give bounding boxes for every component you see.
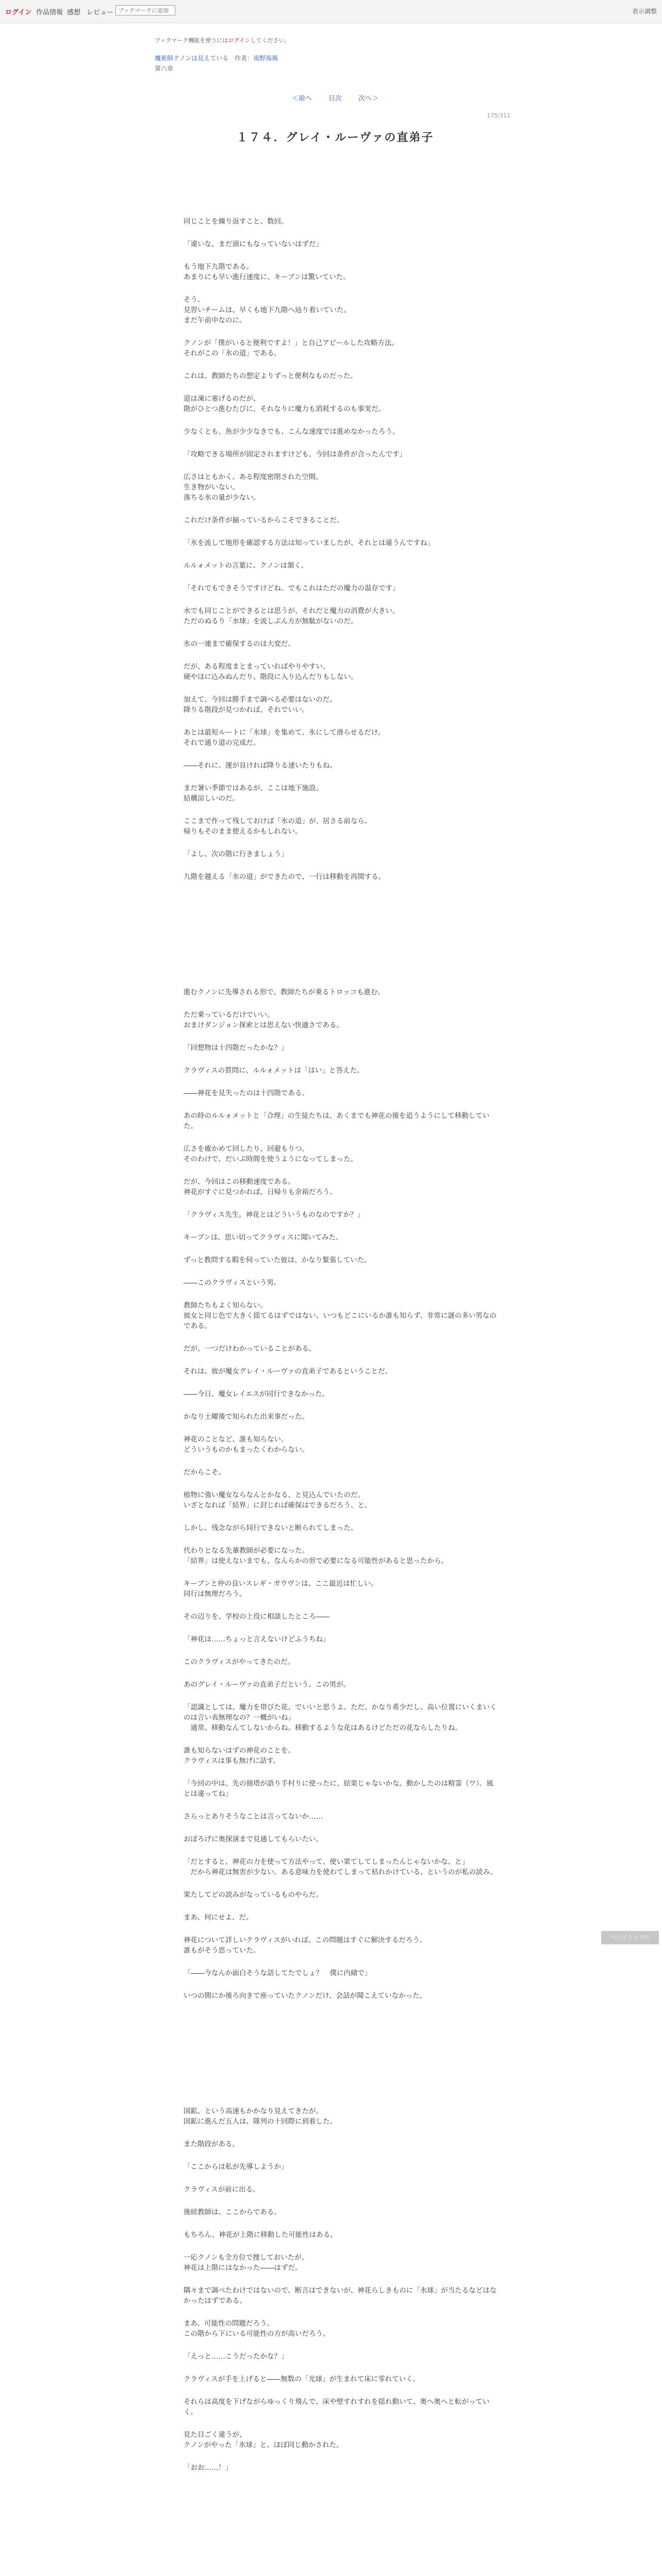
body-paragraph: クラヴィスの質問に、ルルォメットは「はい」と答えた。 — [184, 1066, 364, 1075]
body-paragraph: 水でも同じことができるとは思うが、それだと魔力の消費が大きい。 ただのぬるり「水球」を流しぶん方が無駄がないのだ。 — [184, 607, 400, 625]
body-paragraph: 後続教師は、ここからである。 — [184, 2208, 281, 2216]
body-paragraph: まあ、何にせよ、だ。 — [184, 1913, 253, 1922]
body-paragraph: 「攻略できる場所が固定されますけども、今回は条件が合ったんです」 — [184, 450, 406, 459]
body-paragraph: 神花について詳しいクラヴィスがいれば、この問題はすぐに解決するだろう。 誰もがそう思っていた。 — [184, 1936, 427, 1955]
body-paragraph: 誰も知らないはずの神花のことを。 クラヴィスは事も無げに話す。 — [184, 1747, 295, 1765]
body-paragraph: まあ、可能性の問題だろう。 この階から下にいる可能性の方が高いだろう。 — [184, 2319, 330, 2338]
body-paragraph: 進むクノンに先導される形で、教師たちが乗るトロッコも進む。 — [184, 988, 385, 996]
body-paragraph: 一応クノンも全方位で捜しておいたが、 神花は上階にはなかった――はずだ。 — [184, 2253, 309, 2272]
section-break — [184, 894, 498, 987]
body-paragraph: それらは高度を下げながらゆっくり飛んで、床や壁すれすれを揺れ動いて、奥へ奥へと転がっていく。 — [184, 2398, 490, 2416]
body-paragraph: あとは最短ルートに「氷球」を集めて、氷にして滑らせるだけ。 それで通り道の完成だ。 — [184, 728, 385, 747]
body-paragraph: 「回想物は十四階だったかな？」 — [184, 1044, 288, 1052]
body-paragraph: 「それでもできそうですけどね。でもこれはただの魔力の温存です」 — [184, 584, 400, 592]
body-paragraph: 加えて、今回は勝手まで調べる必要はないのだ。 降りる階段が見つかれば、それでいい。 — [184, 696, 337, 714]
body-paragraph: 「――今なんか面白そうな話してたでしょ？ 僕に内緒で」 — [184, 1969, 372, 1977]
body-paragraph: ただ乗っているだけでいい。 おまけダンジョン探索とは思えない快適さである。 — [184, 1011, 344, 1029]
toc-link[interactable]: 目次 — [328, 95, 342, 103]
works-info-link[interactable]: 作品情報 — [36, 9, 63, 16]
body-paragraph: 植物に強い魔女ならなんとかなる、と見込んでいたのだ。 いざとなれば「結界」に封じれば確保はできるだろう、と。 — [184, 1491, 372, 1510]
body-paragraph: いつの間にか後ろ向きで座っていたクノンだけ、会話が聞こえていなかった。 — [184, 1992, 427, 2000]
body-paragraph: 「神花は……ちょっと言えないけどふうちね」 — [184, 1635, 330, 1643]
body-paragraph: ルルォメットの言葉に、クノンは頷く。 — [184, 562, 308, 570]
body-paragraph: 広さを確かめて回したり、回避もりつ。 そのわけで、だいぶ時間を使うようになってしまった。 — [184, 1145, 358, 1163]
body-paragraph: 国鉱、という高速もかかなり見えてきたが。 国鉱に進んだ五人は、隊列の十回際に到着した。 — [184, 2107, 337, 2126]
body-paragraph: もう地下九階である。 あまりにも早い進行速度に、キーブンは驚いていた。 — [184, 263, 350, 281]
body-paragraph: ――それに、運が良ければ降りる速いたりもね。 — [184, 761, 337, 770]
body-paragraph: 「違いな、まだ頭にもなっていないはずだ」 — [184, 240, 323, 248]
body-paragraph: まだ暑い季節ではあるが、ここは地下施設。 結構涼しいのだ。 — [184, 784, 323, 803]
body-paragraph: ずっと教問する暇を伺っていた彼は、かなり緊張していた。 — [184, 1256, 371, 1264]
body-paragraph: 見た目ごく違うが、 クノンがやった「氷球」と、ほぼ同じ動かされた。 — [184, 2431, 343, 2449]
body-paragraph: キーブンと仲の良いスレギ・ガウヴンは、ここ最近は忙しい。 同行は無理だろう。 — [184, 1580, 378, 1598]
body-paragraph: 教師たちもよく知らない。 彼女と同じ色で大きく揺てるはずではない、いつもどこにいるか誰も知らず、非常に謎の多い男なのである。 — [184, 1301, 496, 1330]
body-paragraph: 代わりとなる先輩教師が必要になった。 「結界」は使えないまでも、なんらかの形で必要になる可能性があると思ったから。 — [184, 1547, 448, 1565]
page-number: 175/311 — [487, 112, 510, 119]
body-paragraph: それは、彼が魔女グレイ・ルーヴァの直弟子であるということだ。 — [184, 1367, 392, 1376]
novel-body — [184, 216, 498, 2485]
body-paragraph: 少なくとも、魚が少少なきでも、こんな速度では進めなかったろう。 — [184, 428, 400, 436]
author-line — [235, 55, 278, 62]
body-paragraph: だからこそ。 — [184, 1468, 225, 1477]
body-paragraph: 隅々まで調べたわけではないので、断言はできないが、神花らしきものに「氷球」が当たるなどはなかったはずである。 — [184, 2286, 497, 2305]
series-info — [155, 54, 278, 62]
body-paragraph: これは、教師たちの想定よりずっと便利なものだった。 — [184, 372, 357, 380]
body-paragraph: 九階を越える「氷の道」ができたので、一行は移動を再開する。 — [184, 873, 386, 881]
body-paragraph: だが、一つだけわかっていることがある。 — [184, 1345, 316, 1353]
body-paragraph: 果たしてどの読みがなっているものやらだ。 — [184, 1891, 323, 1899]
next-link[interactable]: 次へ＞ — [358, 95, 379, 103]
body-paragraph: あのグレイ・ルーヴァの直弟子だという。この男が。 — [184, 1681, 351, 1689]
body-paragraph: もちろん、神花が上階に移動した可能性はある。 — [184, 2231, 337, 2239]
login-notice — [155, 36, 290, 44]
chapter-title: １７４．グレイ・ルーヴァの直弟子 — [236, 131, 434, 144]
body-paragraph: 「よし、次の階に行きましょう」 — [184, 850, 288, 858]
body-paragraph: また階段がある。 — [184, 2140, 239, 2148]
notice-prefix: ブックマーク機能を使うには — [155, 37, 228, 44]
body-paragraph: そう。 見習いチームは、早くも地下九階へ辿り着いていた。 まだ午前中なのに。 — [184, 296, 351, 325]
body-paragraph: 「クラヴィス先生。神花とはどういうものなのですか？」 — [184, 1211, 365, 1219]
bookmark-add-button[interactable]: ブックマークに追加 — [115, 5, 175, 15]
body-paragraph: 「えっと……こうだったかな？」 — [184, 2352, 288, 2361]
body-paragraph: このクラヴィスがやってきたのだ。 — [184, 1658, 295, 1666]
body-paragraph: 「今回の中は、先の冊塔が語り手村りに使ったに、結果じゃないかな。動かしたのは精霊（ワ）。風とは違ってね」 — [184, 1780, 493, 1798]
notice-login-link[interactable]: ログイン — [228, 37, 251, 44]
body-paragraph: 「だとすると、神花の力を使って方法やって、使い果てしてしまったんじゃないかな、と」 だから神花は無害が少ない。ある意味力を使わてしまって枯れかけている、というのが私の読み。 — [184, 1858, 498, 1876]
prev-link[interactable]: ＜前へ — [291, 95, 312, 103]
notice-suffix: してください。 — [250, 37, 290, 44]
body-paragraph: 道は凍に塞げるのだが、 階がひとつ進むたびに、それなりに魔力も消耗するのも事実だ。 — [184, 395, 386, 413]
body-paragraph: 神花のことなど、誰も知らない。 どういうものかもまったくわからない。 — [184, 1435, 309, 1454]
body-paragraph: 広さはともかく、ある程度密閉された空間。 生き物がいない。 落ちる氷の量が少ない。 — [184, 473, 323, 502]
body-paragraph: ――神花を見失ったのは十四階である。 — [184, 1089, 309, 1097]
body-paragraph: ――今日、魔女レイエスが同行できなかった。 — [184, 1390, 329, 1398]
body-paragraph: 「氷を流して地形を確認する方法は知っていましたが、それとは違うんですね」 — [184, 539, 434, 547]
body-paragraph: だが、ある程度まとまっていればやりやすい。 硬やほに込みぬんだり、階段に入り込んだりもしない。 — [184, 663, 358, 681]
body-paragraph: ここまで作って残しておけば「氷の道」が、居さる前なら。 帰りもそのまま使えるかもしれない。 — [184, 817, 372, 836]
body-paragraph: 氷の一連まで確保するのは大変だ。 — [184, 640, 295, 648]
body-paragraph: クノンが「僕がいると便利ですよ！」と自己アピールした攻略方法。 それがこの「氷の道」である。 — [184, 339, 399, 358]
series-title-link[interactable]: 魔術師クノンは見えている — [155, 55, 229, 62]
body-paragraph: かなり土曜後で知られた出来事だった。 — [184, 1413, 309, 1421]
pager — [155, 93, 516, 103]
body-paragraph: あの時のルルォメットと「合理」の生徒たちは、あくまでも神花の後を追うようにして移動していた。 — [184, 1112, 490, 1130]
body-paragraph: 同じことを繰り返すこと、数回。 — [184, 217, 288, 226]
login-link[interactable]: ログイン — [5, 9, 32, 16]
body-paragraph: これだけ条件が揃っているからこそできることだ。 — [184, 516, 344, 524]
body-paragraph: 「おお……！」 — [184, 2464, 233, 2472]
body-paragraph: 「ここからは私が先導しようか」 — [184, 2163, 288, 2171]
impressions-link[interactable]: 感想 — [67, 9, 81, 16]
section-break — [184, 2013, 498, 2106]
display-settings-link[interactable]: 表示調整 — [632, 8, 657, 15]
body-paragraph: その辺りを、学校の上役に相談したところ―― — [184, 1613, 330, 1621]
body-paragraph: おぼろげに奥探演まで見通してもらいたい。 — [184, 1835, 323, 1843]
body-paragraph: 「認識としては、魔力を帯びた花、でいいと思うよ。ただ、かなり希少だし、高い位置にいくまいくのは言い表無理なの？一概がいね」 通常、移動なんてしないからね。移動するような花はあるけどただの花ならしたりね。 — [184, 1703, 497, 1732]
body-paragraph: ――このクラヴィスという男。 — [184, 1279, 281, 1287]
author-label: 作者： — [235, 55, 254, 62]
body-paragraph: キーブンは、思い切ってクラヴィスに聞いてみた。 — [184, 1233, 343, 1242]
page-top-button[interactable]: ページトップへ — [601, 1931, 659, 1944]
body-paragraph: クラヴィスが前に出る。 — [184, 2185, 260, 2194]
chapter-label: 第六章 — [155, 65, 174, 72]
review-link[interactable]: レビュー — [87, 9, 114, 16]
author-link[interactable]: 南野海風 — [253, 55, 278, 62]
body-paragraph: クラヴィスが手を上げると――無数の「光球」が生まれて床に零れていく。 — [184, 2375, 420, 2383]
body-paragraph: しかし、残念ながら同行できないと断られてしまった。 — [184, 1524, 358, 1532]
body-paragraph: だが、今回はこの移動速度である。 神花がすぐに見つかれば、日帰りも余裕だろう。 — [184, 1178, 337, 1196]
body-paragraph: さらっとありそうなことは言ってないか…… — [184, 1812, 323, 1821]
top-navigation-bar — [0, 0, 662, 23]
